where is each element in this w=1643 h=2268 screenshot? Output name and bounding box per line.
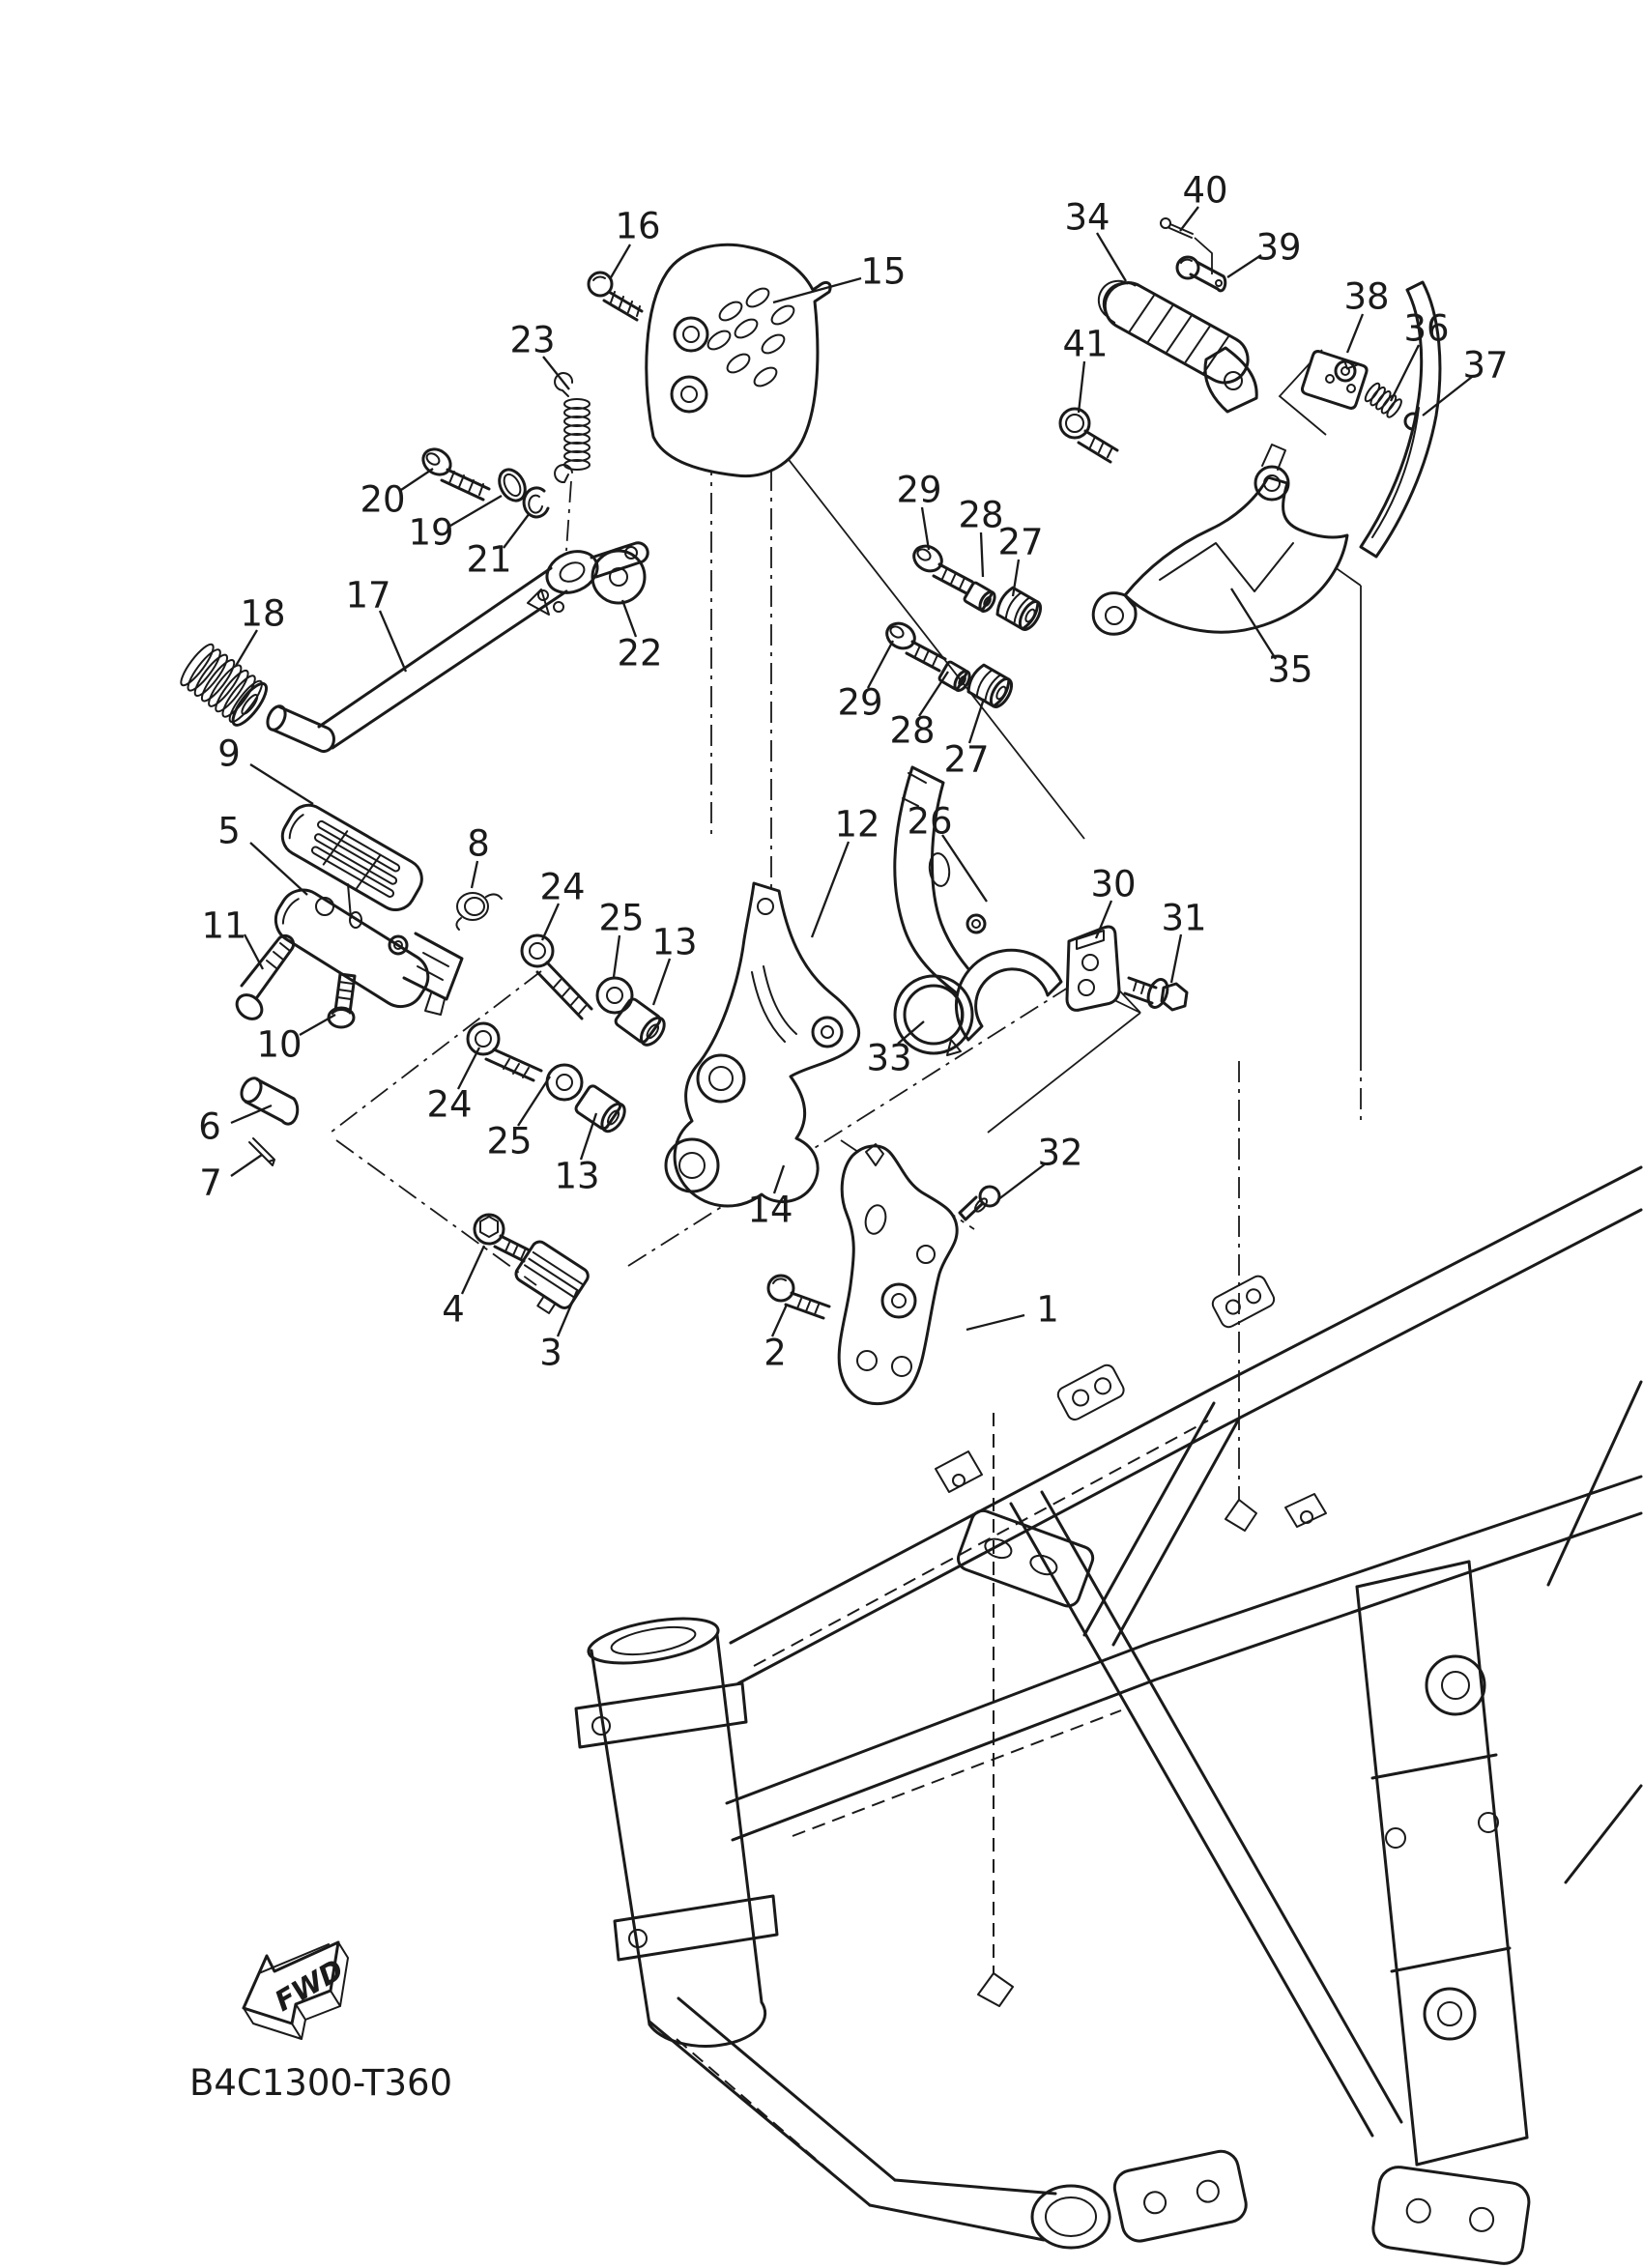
label-leader-line [812, 842, 849, 937]
part-number-label: 37 [1462, 344, 1509, 387]
label-leader-line [558, 1291, 577, 1336]
part-number-label: 27 [943, 738, 990, 781]
label-leader-line [1079, 361, 1084, 413]
part-number-label: 14 [747, 1189, 793, 1231]
label-leader-line [250, 843, 307, 895]
label-leader-line [462, 1246, 484, 1294]
part-number-label: 19 [408, 511, 454, 554]
part-number-label: 15 [860, 250, 907, 293]
label-leader-line [981, 532, 983, 577]
label-leader-line [401, 469, 433, 490]
bolt-16 [589, 273, 642, 320]
label-leader-line [380, 611, 406, 672]
part-number-label: 32 [1037, 1132, 1083, 1174]
bolt-11 [232, 935, 293, 1023]
washer-25-upper [597, 978, 632, 1013]
part-number-label: 24 [539, 866, 586, 908]
heel-plate-15 [647, 244, 830, 475]
part-number-label: 12 [834, 803, 880, 846]
part-number-label: 28 [889, 709, 936, 752]
screw-10 [329, 974, 355, 1027]
damper-27-upper [994, 586, 1045, 633]
bolt-2 [768, 1276, 829, 1318]
bushing-13-upper [614, 997, 669, 1049]
label-leader-line [922, 507, 929, 550]
part-number-label: 20 [360, 478, 406, 521]
label-leader-line [250, 764, 313, 804]
fwd-arrow-label: FWD [269, 1952, 350, 2019]
part-number-label: 23 [509, 319, 556, 361]
pin-39 [1177, 257, 1225, 291]
part-number-label: 13 [554, 1155, 600, 1197]
part-number-label: 36 [1403, 307, 1450, 350]
label-leader-line [542, 904, 559, 940]
part-number-label: 33 [866, 1037, 912, 1079]
label-leader-line [300, 1015, 335, 1035]
plate-38 [1301, 350, 1368, 410]
part-number-label: 39 [1255, 226, 1302, 269]
label-leader-line [966, 1315, 1024, 1330]
label-leader-line [1171, 934, 1181, 983]
label-leader-line [231, 1105, 272, 1123]
part-number-label: 4 [442, 1288, 465, 1331]
spacer-28-upper [964, 582, 997, 614]
clip-21 [524, 488, 548, 517]
label-leader-line [1347, 314, 1363, 353]
footrest-bracket-5 [267, 881, 462, 1016]
part-number-label: 6 [198, 1105, 221, 1148]
part-number-label: 27 [997, 521, 1044, 563]
label-leader-line [472, 861, 477, 888]
label-leader-line [969, 699, 984, 743]
part-number-label: 16 [615, 205, 661, 247]
bolt-41 [1060, 409, 1117, 462]
label-leader-line [1097, 233, 1126, 281]
bracket-1 [839, 1144, 957, 1404]
footrest-34 [1090, 271, 1256, 412]
bolt-4 [475, 1215, 530, 1261]
part-number-label: 25 [486, 1120, 533, 1163]
part-number-label: 26 [907, 800, 953, 843]
bolt-24-lower [468, 1023, 541, 1080]
bolt-32 [960, 1187, 999, 1220]
label-leader-line [236, 630, 257, 666]
footrest-pad-9 [275, 798, 429, 918]
motorcycle-frame [576, 1167, 1641, 2266]
part-number-label: 24 [426, 1083, 473, 1126]
washer-25-lower [547, 1065, 582, 1100]
bolt-29-upper [909, 541, 972, 593]
label-leader-line [518, 1077, 550, 1126]
part-number-label: 28 [958, 494, 1004, 536]
brake-pedal-17 [264, 543, 648, 752]
bracket-35 [1093, 282, 1440, 634]
part-number-label: 9 [217, 732, 241, 775]
label-leader-line [1391, 345, 1419, 401]
part-number-label: 25 [598, 897, 645, 939]
diagram-code: B4C1300-T360 [189, 2062, 453, 2104]
damper-27-lower [966, 663, 1016, 710]
part-number-label: 35 [1267, 648, 1313, 691]
label-leader-line [653, 959, 670, 1005]
part-number-label: 38 [1343, 275, 1390, 318]
part-number-label: 13 [651, 921, 698, 963]
spring-18 [177, 641, 272, 730]
part-number-label: 17 [345, 574, 391, 617]
part-number-label: 18 [240, 592, 286, 635]
part-number-label: 5 [217, 810, 241, 852]
part-number-label: 40 [1182, 169, 1228, 212]
part-number-label: 1 [1036, 1288, 1059, 1331]
part-number-label: 29 [837, 681, 883, 724]
bushing-13-lower [574, 1084, 629, 1135]
spring-23 [555, 373, 590, 482]
label-leader-line [231, 1155, 262, 1176]
part-number-label: 30 [1090, 863, 1137, 905]
label-leader-line [614, 935, 620, 977]
part-number-label: 11 [201, 904, 247, 947]
spring-8 [456, 893, 502, 930]
part-number-label: 3 [539, 1332, 562, 1374]
part-number-label: 8 [467, 822, 490, 865]
damper-rubber-3 [506, 1239, 591, 1321]
part-number-label: 22 [617, 632, 663, 675]
label-leader-line [622, 600, 636, 637]
plate-30 [1067, 927, 1119, 1010]
part-number-label: 41 [1062, 323, 1109, 365]
label-leader-line [245, 934, 263, 969]
part-number-label: 29 [896, 469, 942, 511]
part-number-label: 34 [1064, 196, 1110, 239]
fwd-arrow-icon [244, 1942, 349, 2039]
part-number-label: 31 [1161, 897, 1207, 939]
part-number-label: 21 [466, 538, 512, 581]
part-number-label: 10 [256, 1023, 303, 1066]
label-leader-line [450, 496, 502, 526]
part-number-label: 2 [764, 1332, 787, 1374]
label-leader-line [610, 244, 630, 279]
part-number-label: 7 [199, 1162, 222, 1204]
